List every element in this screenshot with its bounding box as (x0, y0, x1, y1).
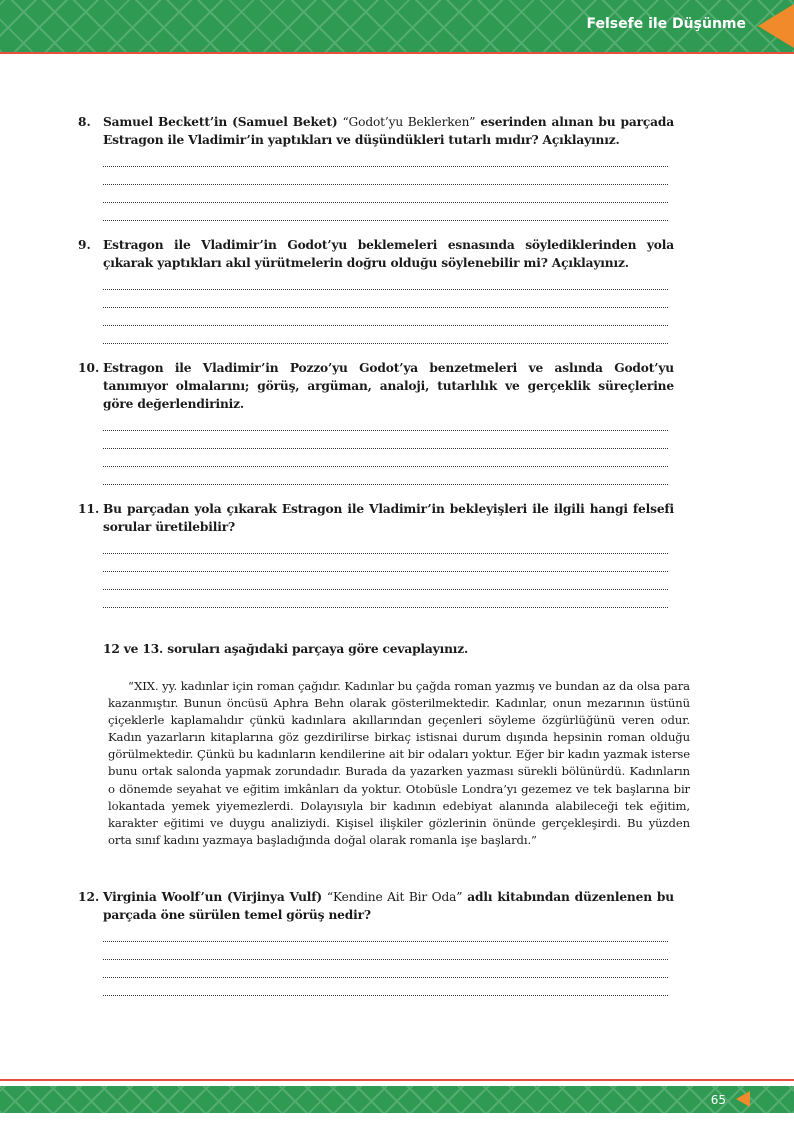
question-number: 11. (78, 502, 100, 516)
question-number: 12. (78, 890, 100, 904)
question-text: Estragon ile Vladimir’in Godot’yu beklemeleri esnasında söylediklerinden yola çıkarak yaptıkları akıl yürütmelerin doğru olduğu söylenebilir mi? Açıklayınız. (103, 238, 674, 270)
work-title: “Godot’yu Beklerken” (342, 115, 476, 129)
work-title: “Kendine Ait Bir Oda” (326, 890, 463, 904)
page-number: 65 (710, 1093, 726, 1107)
question-12 (78, 888, 674, 996)
question-text: Virginia Woolf’un (Virjinya Vulf) “Kendine Ait Bir Oda” adlı kitabından düzenlenen bu parçada öne sürülen temel görüş nedir? (103, 890, 674, 922)
footer-divider (0, 1079, 794, 1081)
question-text: Estragon ile Vladimir’in Pozzo’yu Godot’ya benzetmeleri ve aslında Godot’yu tanımıyor olmalarını; görüş, argüman, analoji, tutarlılık ve gerçeklik süreçlerine göre değerlendiriniz. (103, 361, 674, 411)
reading-passage: “XIX. yy. kadınlar için roman çağıdır. Kadınlar bu çağda roman yazmış ve bundan az da olsa para kazanmıştır. Bunun öncüsü Aphra Behn olarak gösterilmektedir. Kadınlar, onun mezarının üstünü çiçeklerle kaplamalıdır çünkü kadınlara akıllarından geçenleri söyleme özgürlüğünü veren odur. Kadın yazarların kitaplarına göz gezdirilirse birkaç istisnai durum dışında hepsinin roman olduğu görülmektedir. Çünkü bu kadınların kendilerine ait bir odaları yoktur. Eğer bir kadın yazmak isterse bunu ortak salonda yapmak zorundadır. Burada da yazarken yazması sürekli bölünürdü. Kadınların o dönemde seyahat ve eğitim imkânları da yoktur. Otobüsle Londra’yı gezemez ve tek başlarına bir lokantada yemek yiyemezlerdi. Dolayısıyla bir kadının edebiyat alanında alabileceği tek eğitim, karakter eğitimi ve duygu analiziydi. Kişisel ilişkiler gözlerinin önünde gerçekleşirdi. Bu yüzden orta sınıf kadını yazmaya başladığında doğal olarak romanla işe başlardı.” (108, 679, 690, 847)
answer-lines[interactable] (103, 536, 674, 608)
header-triangle-icon (758, 4, 794, 48)
question-8 (78, 113, 674, 221)
question-10 (78, 359, 674, 485)
question-text: Samuel Beckett’in (Samuel Beket) “Godot’yu Beklerken” eserinden alınan bu parçada Estragon ile Vladimir’in yaptıkları ve düşündükleri tutarlı mıdır? Açıklayınız. (103, 115, 674, 147)
question-number: 10. (78, 361, 100, 375)
footer-triangle-icon (736, 1091, 750, 1107)
answer-lines[interactable] (103, 924, 674, 996)
answer-lines[interactable] (103, 149, 674, 221)
question-11 (78, 500, 674, 608)
question-text: Bu parçadan yola çıkarak Estragon ile Vladimir’in bekleyişleri ile ilgili hangi felsefi sorular üretilebilir? (103, 502, 674, 534)
answer-lines[interactable] (103, 272, 674, 344)
header-divider (0, 52, 794, 54)
question-number: 8. (78, 115, 91, 129)
page-header-title: Felsefe ile Düşünme (586, 16, 746, 32)
instruction-text: 12 ve 13. soruları aşağıdaki parçaya göre cevaplayınız. (103, 642, 469, 656)
footer-band (0, 1086, 794, 1113)
question-9 (78, 236, 674, 344)
question-number: 9. (78, 238, 91, 252)
answer-lines[interactable] (103, 413, 674, 485)
